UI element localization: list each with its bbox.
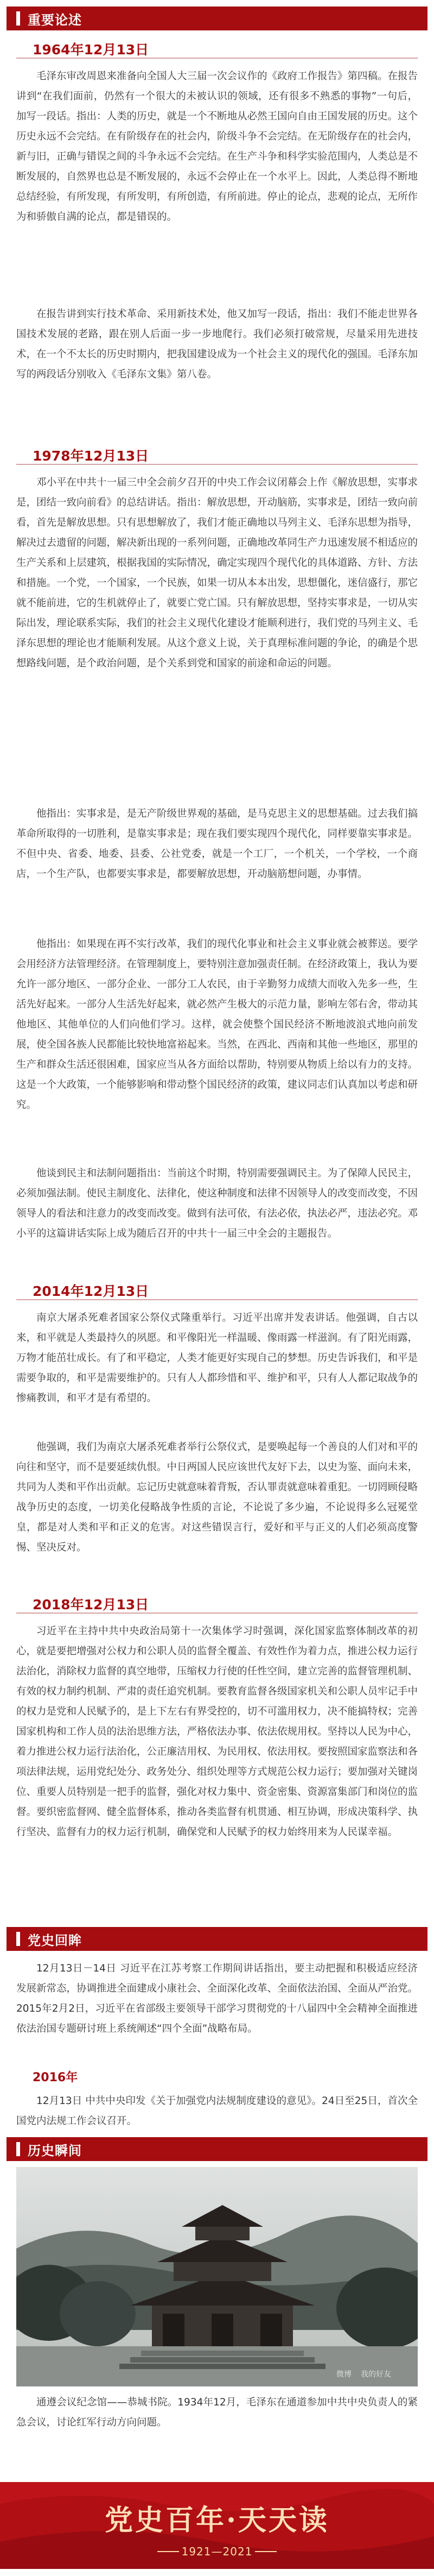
paragraph: 他谈到民主和法制问题指出：当前这个时期，特别需要强调民主。为了保障人民民主，必须加强法制。使民主制度化、法律化，使这种制度和法律不因领导人的改变而改变，不因领导人的看法和注意力的改变而改变。做到有法可依，有法必依，执法必严，违法必究。邓小平的这篇讲话实际上成为随后召开的中共十一届三中全会的主题报告。	[16, 1168, 418, 1239]
section-header-party-history	[7, 1927, 427, 1951]
paragraph: 他强调，我们为南京大屠杀死难者举行公祭仪式，是要唤起每一个善良的人们对和平的向往和坚守，而不是要延续仇恨。中日两国人民应该世代友好下去，以史为鉴、面向未来，共同为人类和平作出贡献。忘记历史就意味着背叛，否认罪责就意味着重犯。一切罔顾侵略战争历史的态度，一切美化侵略战争性质的言论，不论说了多少遍，不论说得多么冠冕堂皇，都是对人类和平和正义的危害。对这些错误言行，爱好和平与正义的人们必须高度警惕、坚决反对。	[16, 1441, 418, 1553]
section-header-history-moment	[7, 2137, 427, 2161]
date-heading: 2014年12月13日	[33, 1283, 149, 1299]
paragraph: 习近平在主持中共中央政治局第十一次集体学习时强调，深化国家监察体制改革的初心，就是要把增强对公权力和公职人员的监督全覆盖、有效性作为着力点，推进公权力运行法治化，消除权力监督的真空地带，压缩权力行使的任性空间，建立完善的监督管理机制、有效的权力制约机制、严肃的责任追究机制。要教育监督各级国家机关和公职人员牢记手中的权力是党和人民赋予的，是上下左右有界受控的，切不可滥用权力，决不能搞特权；完善国家机构和工作人员的法治思维方法，严格依法办事、依法依规用权。坚持以人民为中心，着力推进公权力运行法治化，公正廉洁用权、为民用权、依法用权。要按照国家监察法和各项法律法规，运用党纪处分、政务处分、组织处理等方式规范公权力运行；要加强对关键岗位、重要人员特别是一把手的监督，强化对权力集中、资金密集、资源富集部门和岗位的监督。要织密监督网、健全监督体系，推动各类监督有机贯通、相互协调，形成决策科学、执行坚决、监督有力的权力运行机制，确保党和人民赋予的权力始终用来为人民谋幸福。	[16, 1626, 418, 1838]
section-title: 历史瞬间	[28, 2143, 82, 2158]
date-divider	[16, 1299, 418, 1300]
watermark-text-right: 我的好友	[361, 2370, 391, 2379]
date-heading: 1964年12月13日	[33, 42, 149, 58]
section-marker	[16, 11, 20, 26]
paragraph: 他指出：如果现在再不实行改革，我们的现代化事业和社会主义事业就会被葬送。要学会用经济方法管理经济。在管理制度上，要特别注意加强责任制。在经济政策上，我认为要允许一部分地区、一部分企业、一部分工人农民，由于辛勤努力成绩大而收入先多一些，生活先好起来。一部分人生活先好起来，就必然产生极大的示范力量，影响左邻右舍，带动其他地区、其他单位的人们向他们学习。这样，就会使整个国民经济不断地波浪式地向前发展，使全国各族人民都能比较快地富裕起来。当然，在西北、西南和其他一些地区，那里的生产和群众生活还很困难，国家应当从各方面给以帮助，特别要从物质上给以有力的支持。这是一个大政策，一个能够影响和带动整个国民经济的政策，建议同志们认真加以考虑和研究。	[16, 939, 418, 1111]
paragraph: 毛泽东审改周恩来准备向全国人大三届一次会议作的《政府工作报告》第四稿。在报告讲到“在我们面前，仍然有一个很大的未被认识的领域，还有很多不熟悉的事物”一句后，加写一段话。指出：人类的历史，就是一个不断地从必然王国向自由王国发展的历史。这个历史永远不会完结。在有阶级存在的社会内，阶级斗争不会完结。在无阶级存在的社会内，新与旧，正确与错误之间的斗争永远不会完结。在生产斗争和科学实验范围内，人类总是不断发展的，自然界也总是不断发展的，永远不会停止在一个水平上。因此，人类总得不断地总结经验，有所发现，有所发明，有所创造，有所前进。停止的论点，悲观的论点，无所作为和骄傲自满的论点，都是错误的。	[16, 71, 418, 223]
date-heading: 2018年12月13日	[33, 1597, 149, 1613]
paragraph: 南京大屠杀死难者国家公祭仪式隆重举行。习近平出席并发表讲话。他强调，自古以来，和平就是人类最持久的夙愿。和平像阳光一样温暖、像雨露一样滋润。有了阳光雨露，万物才能茁壮成长。有了和平稳定，人类才能更好实现自己的梦想。历史告诉我们，和平是需要争取的，和平是需要维护的。只有人人都珍惜和平、维护和平，只有人人都记取战争的惨痛教训，和平才是有希望的。	[16, 1312, 418, 1404]
banner-years: 1921—2021	[181, 2545, 253, 2558]
paragraph: 12月13日 中共中央印发《关于加强党内法规制度建设的意见》。24日至25日，首次全国党内法规工作会议召开。	[16, 2095, 418, 2127]
bottom-banner	[0, 2482, 434, 2569]
paragraph: 在报告讲到实行技术革命、采用新技术处，他又加写一段话，指出：我们不能走世界各国技术发展的老路，跟在别人后面一步一步地爬行。我们必须打破常规，尽量采用先进技术，在一个不太长的历史时期内，把我国建设成为一个社会主义的现代化的强国。毛泽东加写的两段话分别收入《毛泽东文集》第八卷。	[16, 308, 418, 380]
date-heading: 2016年	[33, 2071, 78, 2084]
date-divider	[16, 58, 418, 59]
historical-photo	[16, 2167, 418, 2386]
date-heading: 1978年12月13日	[33, 448, 149, 464]
photo-caption: 通遵会议纪念馆——恭城书院。1934年12月，毛泽东在通道参加中共中央负责人的紧急会议，讨论红军行动方向问题。	[16, 2397, 418, 2428]
section-header-key-discussion	[7, 7, 427, 30]
section-marker	[16, 1932, 20, 1946]
section-title: 党史回眸	[28, 1932, 82, 1948]
section-title: 重要论述	[28, 12, 82, 28]
watermark-text-left: 微博	[336, 2370, 352, 2379]
date-divider	[16, 464, 418, 465]
paragraph: 他指出：实事求是，是无产阶级世界观的基础，是马克思主义的思想基础。过去我们搞革命所取得的一切胜利，是靠实事求是；现在我们要实现四个现代化，同样要靠实事求是。不但中央、省委、地委、县委、公社党委，就是一个工厂，一个机关，一个学校，一个商店，一个生产队，也都要实事求是，都要解放思想，开动脑筋想问题，办事情。	[16, 808, 418, 880]
section-marker	[16, 2142, 20, 2156]
paragraph: 12月13日－14日 习近平在江苏考察工作期间讲话指出，要主动把握和积极适应经济发展新常态，协调推进全面建成小康社会、全面深化改革、全面依法治国、全面从严治党。2015年2月2日，习近平在省部级主要领导干部学习贯彻党的十八届四中全会精神全面推进依法治国专题研讨班上系统阐述“四个全面”战略布局。	[16, 1963, 418, 2035]
date-divider	[16, 1613, 418, 1614]
banner-slogan: 党史百年·天天读	[104, 2504, 330, 2537]
paragraph: 邓小平在中共十一届三中全会前夕召开的中央工作会议闭幕会上作《解放思想，实事求是，团结一致向前看》的总结讲话。指出：解放思想，开动脑筋，实事求是，团结一致向前看，首先是解放思想。只有思想解放了，我们才能正确地以马列主义、毛泽东思想为指导，解决过去遗留的问题，解决新出现的一系列问题，正确地改革同生产力迅速发展不相适应的生产关系和上层建筑，根据我国的实际情况，确定实现四个现代化的具体道路、方针、方法和措施。一个党，一个国家，一个民族，如果一切从本本出发，思想僵化，迷信盛行，那它就不能前进，它的生机就停止了，就要亡党亡国。只有解放思想，坚持实事求是，一切从实际出发，理论联系实际，我们的社会主义现代化建设才能顺利进行，我们党的马列主义、毛泽东思想的理论也才能顺利发展。从这个意义上说，关于真理标准问题的争论，的确是个思想路线问题，是个政治问题，是个关系到党和国家的前途和命运的问题。	[16, 477, 418, 669]
photo-illustration	[16, 2167, 418, 2386]
